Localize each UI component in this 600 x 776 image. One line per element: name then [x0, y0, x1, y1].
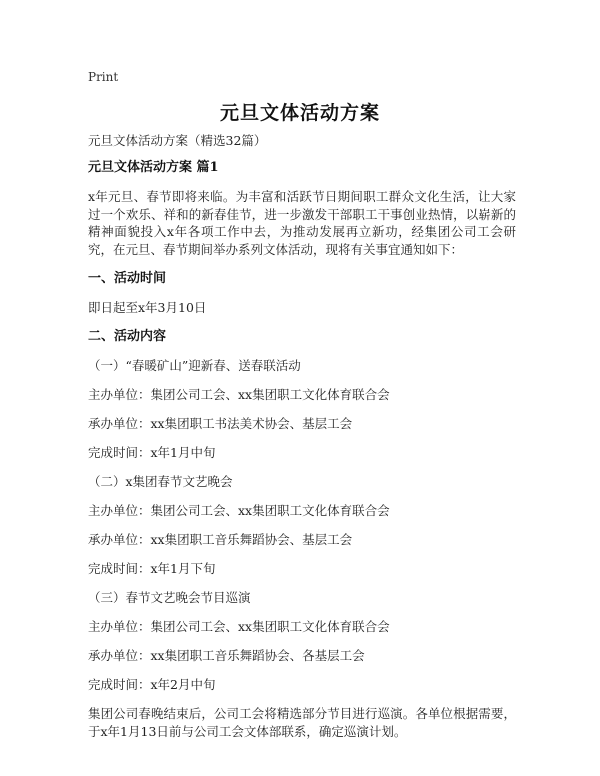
closing-paragraph: 集团公司春晚结束后，公司工会将精选部分节目进行巡演。各单位根据需要，于x年1月13日前与公司工会文体部联系，确定巡演计划。: [88, 706, 516, 739]
activity-deadline: 完成时间：x年2月中旬: [88, 677, 216, 692]
chapter-heading: 元旦文体活动方案 篇1: [88, 160, 219, 175]
activity-organizer: 承办单位：xx集团职工书法美术协会、基层工会: [88, 416, 353, 431]
print-link[interactable]: Print: [88, 70, 119, 84]
section-heading-content: 二、活动内容: [88, 329, 167, 344]
section-heading-time: 一、活动时间: [88, 271, 167, 286]
activity-host: 主办单位：集团公司工会、xx集团职工文化体育联合会: [88, 387, 390, 402]
intro-paragraph: x年元旦、春节即将来临。为丰富和活跃节日期间职工群众文化生活，让大家过一个欢乐、祥和的新春佳节，进一步激发干部职工干事创业热情，以崭新的精神面貌投入x年各项工作中去，为推动发展再立新功，经集团公司工会研究，在元旦、春节期间举办系列文体活动，现将有关事宜通知如下：: [88, 189, 516, 257]
activity-organizer: 承办单位：xx集团职工音乐舞蹈协会、各基层工会: [88, 648, 365, 663]
activity-period: 即日起至x年3月10日: [88, 300, 207, 315]
activity-title: （二）x集团春节文艺晚会: [88, 474, 233, 489]
activity-deadline: 完成时间：x年1月下旬: [88, 561, 216, 576]
document-title: 元旦文体活动方案: [219, 102, 380, 124]
activity-organizer: 承办单位：xx集团职工音乐舞蹈协会、基层工会: [88, 532, 353, 547]
activity-host: 主办单位：集团公司工会、xx集团职工文化体育联合会: [88, 619, 390, 634]
activity-host: 主办单位：集团公司工会、xx集团职工文化体育联合会: [88, 503, 390, 518]
activity-title: （三）春节文艺晚会节目巡演: [88, 590, 251, 605]
document-body: [88, 132, 516, 751]
document-subtitle: 元旦文体活动方案（精选32篇）: [88, 133, 267, 148]
activity-deadline: 完成时间：x年1月中旬: [88, 445, 216, 460]
activity-title: （一）“春暖矿山”迎新春、送春联活动: [88, 358, 301, 373]
